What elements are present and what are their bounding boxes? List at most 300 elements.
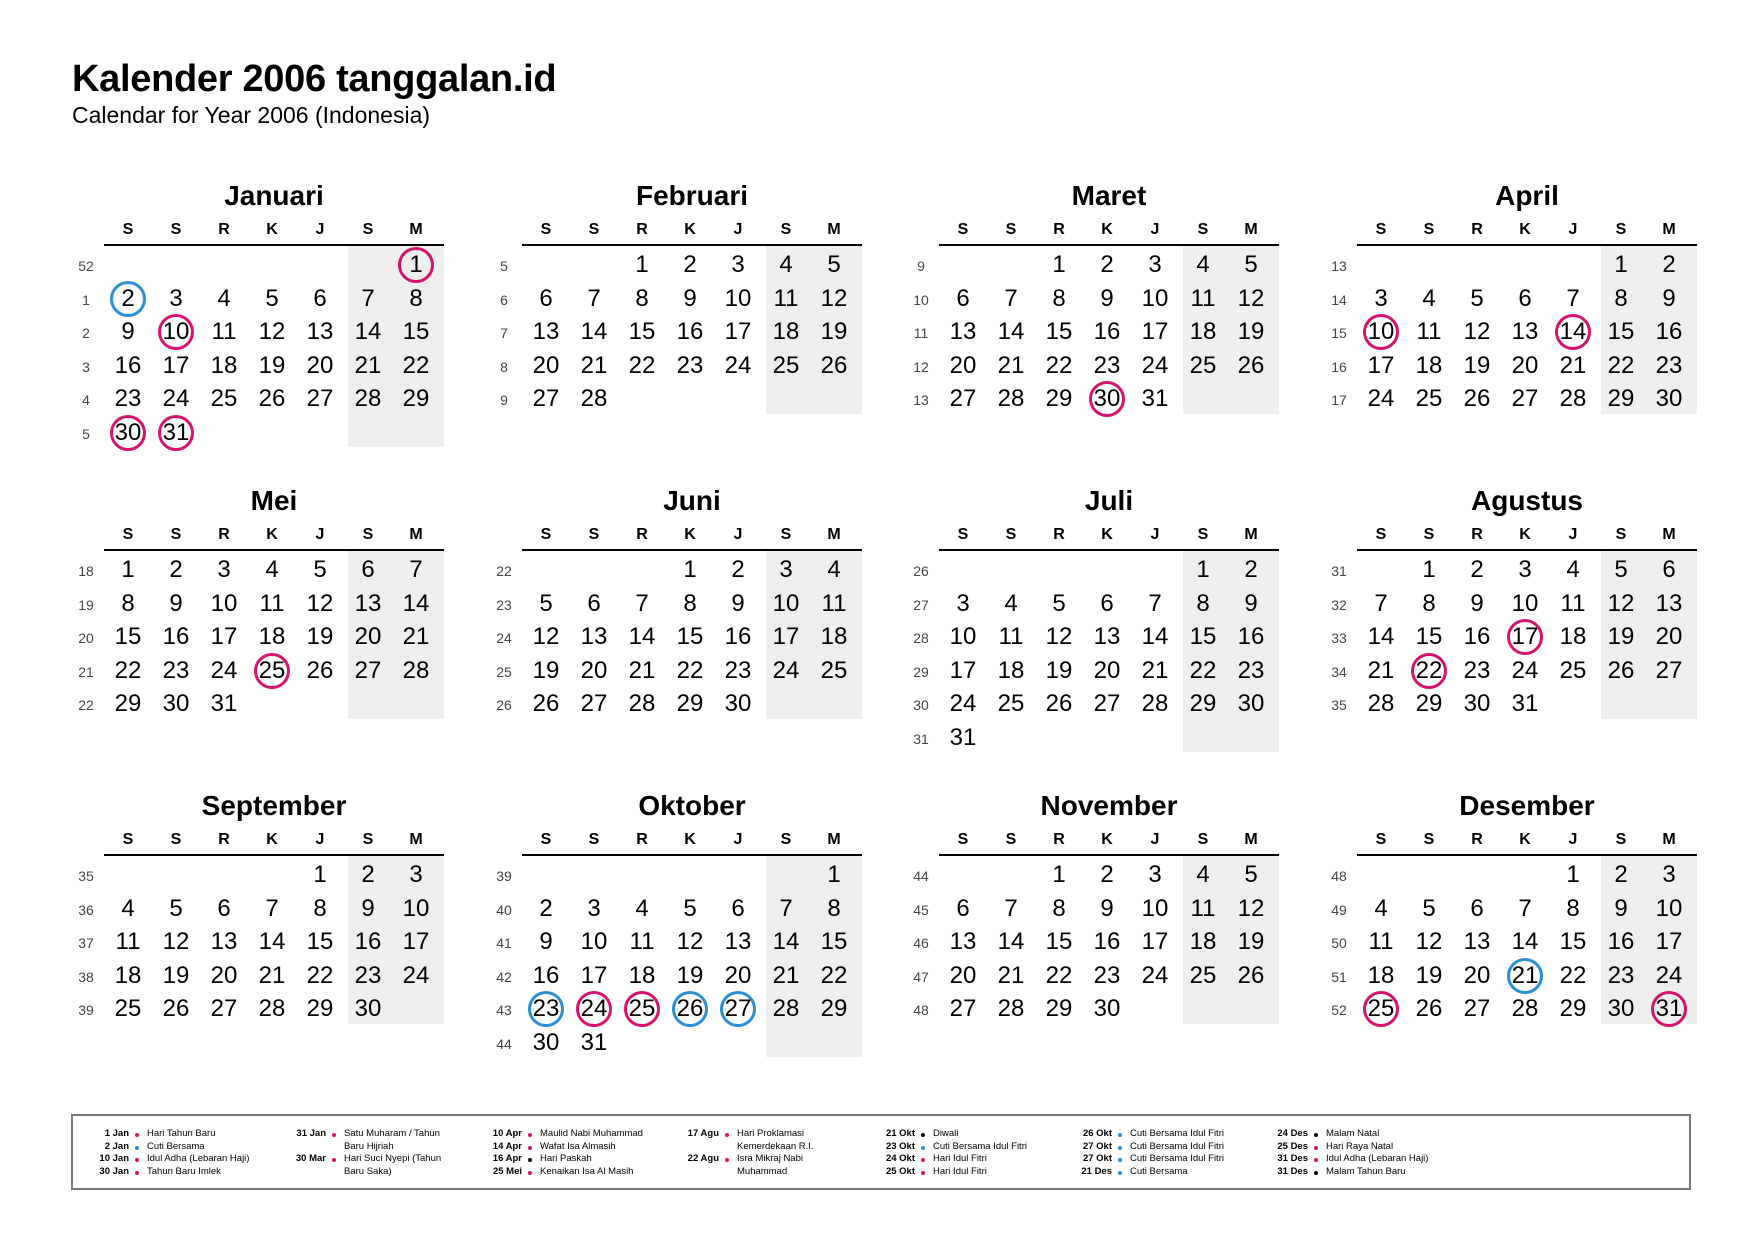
day-cell: 26 — [1607, 656, 1635, 684]
legend-date: 31 Des — [1277, 1165, 1308, 1177]
day-cell: 23 — [1655, 351, 1683, 379]
day-cell: 25 — [1189, 961, 1217, 989]
legend-name — [540, 1141, 662, 1154]
day-cell: 8 — [827, 894, 841, 922]
legend-name-line: Hari Idul Fitri — [933, 1165, 987, 1177]
day-cell: 20 — [1093, 656, 1121, 684]
day-header: S — [1423, 221, 1435, 238]
week-number: 44 — [496, 1035, 512, 1052]
day-cell: 19 — [162, 961, 190, 989]
day-cell: 29 — [1045, 385, 1073, 412]
day-cell: 12 — [820, 284, 848, 312]
day-header: J — [733, 526, 743, 543]
day-cell: 26 — [1415, 995, 1443, 1022]
day-header: S — [1375, 831, 1387, 848]
week-number: 18 — [78, 563, 94, 579]
day-cell: 28 — [580, 385, 608, 412]
day-cell: 21 — [354, 351, 382, 379]
day-cell: 6 — [313, 284, 327, 312]
legend-name-line: Maulid Nabi Muhammad — [540, 1128, 643, 1139]
day-cell: 30 — [114, 418, 142, 446]
leave-dot-icon — [1118, 1171, 1122, 1175]
leave-dot-icon — [1118, 1133, 1122, 1137]
day-cell: 26 — [532, 690, 560, 717]
legend-name — [1130, 1166, 1252, 1179]
day-header: S — [588, 221, 600, 238]
day-cell: 25 — [628, 995, 656, 1022]
day-cell: 21 — [997, 351, 1025, 379]
day-cell: 27 — [532, 385, 560, 412]
legend-name-line: Cuti Bersama Idul Fitri — [1130, 1153, 1224, 1164]
day-cell: 27 — [949, 995, 977, 1022]
week-number: 11 — [913, 325, 929, 341]
observance-dot-icon — [1314, 1171, 1318, 1175]
day-cell: 18 — [772, 318, 800, 345]
legend-date: 1 Jan — [104, 1128, 129, 1139]
day-header: M — [827, 221, 841, 238]
day-cell: 24 — [162, 385, 190, 412]
day-cell: 25 — [1367, 995, 1395, 1022]
day-cell: 24 — [1511, 656, 1539, 684]
legend-name-line: Baru Saka) — [344, 1165, 392, 1177]
week-number: 31 — [913, 730, 929, 747]
day-cell: 22 — [1559, 961, 1587, 989]
week-number: 16 — [1331, 358, 1347, 375]
day-cell: 17 — [1141, 928, 1169, 955]
day-cell: 27 — [354, 656, 382, 684]
day-header: R — [218, 831, 230, 848]
day-cell: 1 — [1566, 861, 1580, 888]
day-header: R — [218, 526, 230, 543]
day-header: S — [1423, 831, 1435, 848]
day-cell: 11 — [259, 589, 285, 617]
day-cell: 29 — [306, 995, 334, 1022]
week-number: 28 — [913, 630, 929, 646]
day-cell: 30 — [1237, 690, 1265, 717]
day-header: K — [1519, 221, 1531, 238]
day-cell: 27 — [1093, 690, 1121, 717]
legend-name-line: Cuti Bersama — [147, 1140, 205, 1152]
legend-name-line: Kenaikan Isa Al Masih — [540, 1165, 634, 1177]
legend-date: 27 Okt — [1082, 1140, 1112, 1152]
day-cell: 2 — [1100, 861, 1114, 888]
month-mei — [72, 485, 444, 775]
day-cell: 12 — [162, 928, 190, 955]
day-cell: 25 — [210, 385, 238, 412]
day-cell: 17 — [162, 351, 190, 379]
day-cell: 26 — [820, 351, 848, 379]
day-cell: 23 — [1607, 961, 1635, 989]
day-header: S — [540, 831, 552, 848]
day-header: S — [122, 831, 134, 848]
day-cell: 21 — [1511, 961, 1539, 989]
holiday-dot-icon — [921, 1158, 925, 1162]
day-cell: 28 — [1367, 690, 1395, 717]
day-cell: 19 — [1607, 623, 1635, 650]
month-desember — [1325, 790, 1697, 1080]
day-cell: 18 — [1415, 351, 1443, 379]
day-cell: 8 — [1614, 284, 1628, 312]
legend-date: 2 Jan — [104, 1140, 129, 1152]
day-cell: 22 — [306, 961, 334, 989]
day-header: K — [266, 831, 278, 848]
day-cell: 6 — [1470, 894, 1484, 922]
day-cell: 18 — [210, 351, 238, 379]
header-rule — [1357, 854, 1697, 856]
day-cell: 21 — [1559, 351, 1587, 379]
day-header: S — [780, 221, 792, 238]
day-header: M — [827, 831, 841, 848]
week-number: 39 — [496, 868, 512, 884]
day-cell: 16 — [1463, 623, 1491, 650]
day-header: S — [780, 831, 792, 848]
legend-date: 25 Mei — [492, 1165, 522, 1177]
day-header: S — [1197, 831, 1209, 848]
day-cell: 12 — [1237, 284, 1265, 312]
day-header: S — [957, 526, 969, 543]
day-cell: 13 — [1463, 928, 1491, 955]
day-cell: 28 — [628, 690, 656, 717]
day-cell: 26 — [1237, 351, 1265, 379]
day-cell: 24 — [580, 995, 608, 1022]
day-cell: 24 — [724, 351, 752, 379]
legend-name — [147, 1128, 269, 1141]
legend-date: 14 Apr — [492, 1140, 522, 1152]
day-cell: 23 — [724, 656, 752, 684]
day-cell: 16 — [354, 928, 382, 955]
holiday-dot-icon — [528, 1171, 532, 1175]
week-number: 48 — [1331, 868, 1347, 884]
day-cell: 22 — [1189, 656, 1217, 684]
day-cell: 24 — [210, 656, 238, 684]
day-cell: 22 — [676, 656, 704, 684]
week-number: 38 — [78, 968, 94, 985]
day-cell: 7 — [1004, 894, 1018, 922]
day-cell: 1 — [683, 556, 697, 583]
day-cell: 5 — [1614, 556, 1628, 583]
header-rule — [1357, 244, 1697, 246]
day-header: S — [1615, 831, 1627, 848]
week-number: 4 — [82, 392, 90, 408]
holiday-dot-icon — [332, 1158, 336, 1162]
day-cell: 25 — [772, 351, 800, 379]
day-cell: 27 — [580, 690, 608, 717]
week-number: 47 — [913, 968, 929, 985]
header-rule — [1357, 549, 1697, 551]
month-name: April — [1495, 180, 1559, 211]
day-header: M — [1662, 831, 1676, 848]
month-name: Desember — [1459, 790, 1595, 821]
day-cell: 16 — [724, 623, 752, 650]
legend-name — [1326, 1141, 1448, 1154]
day-cell: 29 — [820, 995, 848, 1022]
legend-name-line: Wafat Isa Almasih — [540, 1140, 616, 1152]
day-cell: 9 — [1470, 589, 1484, 617]
day-cell: 14 — [354, 318, 382, 345]
day-header: S — [122, 526, 134, 543]
week-number: 21 — [78, 663, 94, 680]
legend-name — [737, 1153, 859, 1178]
day-cell: 11 — [1560, 589, 1586, 617]
week-number: 6 — [500, 291, 508, 308]
day-cell: 5 — [683, 894, 697, 922]
day-cell: 4 — [1422, 284, 1436, 312]
legend-name-line: Hari Idul Fitri — [933, 1153, 987, 1164]
day-cell: 22 — [1415, 656, 1443, 684]
legend-date: 10 Apr — [492, 1128, 522, 1139]
leave-dot-icon — [135, 1146, 139, 1150]
day-cell: 6 — [361, 556, 375, 583]
day-cell: 21 — [628, 656, 656, 684]
day-cell: 3 — [779, 556, 793, 583]
day-cell: 14 — [580, 318, 608, 345]
legend-date: 16 Apr — [492, 1153, 522, 1164]
day-cell: 9 — [539, 928, 553, 955]
legend-name — [147, 1141, 269, 1154]
day-cell: 16 — [1093, 318, 1121, 345]
legend-name — [1326, 1166, 1448, 1179]
holiday-legend — [71, 1114, 1691, 1190]
day-cell: 11 — [821, 589, 847, 617]
day-cell: 17 — [1141, 318, 1169, 345]
day-header: S — [170, 221, 182, 238]
day-header: K — [1519, 526, 1531, 543]
day-cell: 26 — [676, 995, 704, 1022]
day-header: S — [540, 526, 552, 543]
week-number: 43 — [496, 1002, 512, 1018]
day-cell: 31 — [162, 418, 190, 446]
day-cell: 26 — [306, 656, 334, 684]
legend-date: 27 Okt — [1082, 1153, 1112, 1164]
day-cell: 18 — [997, 656, 1025, 684]
day-cell: 30 — [724, 690, 752, 717]
day-cell: 13 — [306, 318, 334, 345]
day-cell: 18 — [1189, 928, 1217, 955]
day-cell: 14 — [997, 928, 1025, 955]
week-number: 22 — [78, 697, 94, 713]
day-cell: 2 — [121, 284, 135, 312]
day-cell: 7 — [409, 556, 423, 583]
page-title: Kalender 2006 tanggalan.id — [72, 58, 557, 100]
day-header: S — [362, 831, 374, 848]
legend-name-line: Tahun Baru Imlek — [147, 1165, 221, 1177]
day-header: R — [1471, 526, 1483, 543]
holiday-dot-icon — [135, 1158, 139, 1162]
day-cell: 20 — [354, 623, 382, 650]
day-cell: 20 — [724, 961, 752, 989]
day-cell: 12 — [532, 623, 560, 650]
day-header: K — [1519, 831, 1531, 848]
day-cell: 27 — [1511, 385, 1539, 412]
month-juni — [490, 485, 862, 775]
day-cell: 4 — [1004, 589, 1018, 617]
legend-name-line: Idul Adha (Lebaran Haji) — [1326, 1153, 1429, 1164]
day-header: J — [315, 221, 325, 238]
day-header: J — [733, 221, 743, 238]
day-header: M — [827, 526, 841, 543]
day-cell: 18 — [628, 961, 656, 989]
week-number: 3 — [82, 358, 90, 375]
month-name: Mei — [250, 485, 298, 516]
day-cell: 27 — [949, 385, 977, 412]
day-cell: 15 — [1415, 623, 1443, 650]
day-cell: 3 — [217, 556, 231, 583]
day-cell: 10 — [162, 318, 190, 345]
day-cell: 14 — [1367, 623, 1395, 650]
day-cell: 13 — [1511, 318, 1539, 345]
legend-name — [1326, 1128, 1448, 1141]
day-cell: 12 — [1237, 894, 1265, 922]
day-cell: 19 — [1045, 656, 1073, 684]
day-cell: 23 — [162, 656, 190, 684]
day-cell: 5 — [1244, 861, 1258, 888]
legend-date: 22 Agu — [687, 1153, 719, 1164]
week-number: 9 — [500, 392, 508, 408]
day-header: R — [1053, 221, 1065, 238]
leave-dot-icon — [1118, 1158, 1122, 1162]
day-cell: 8 — [1196, 589, 1210, 617]
day-cell: 2 — [169, 556, 183, 583]
day-header: S — [780, 526, 792, 543]
day-header: R — [218, 221, 230, 238]
day-cell: 26 — [1045, 690, 1073, 717]
day-cell: 11 — [1368, 928, 1394, 955]
day-header: J — [1150, 526, 1160, 543]
day-cell: 7 — [587, 284, 601, 312]
day-cell: 23 — [532, 995, 560, 1022]
day-cell: 15 — [820, 928, 848, 955]
day-cell: 14 — [258, 928, 286, 955]
day-cell: 12 — [1415, 928, 1443, 955]
month-name: September — [201, 790, 347, 821]
day-cell: 30 — [1655, 385, 1683, 412]
day-cell: 7 — [1148, 589, 1162, 617]
week-number: 45 — [913, 901, 929, 918]
day-cell: 2 — [1662, 251, 1676, 278]
day-header: J — [1150, 831, 1160, 848]
day-header: K — [266, 221, 278, 238]
legend-date: 26 Okt — [1082, 1128, 1112, 1139]
week-number: 22 — [496, 563, 512, 579]
day-cell: 18 — [114, 961, 142, 989]
day-cell: 29 — [402, 385, 430, 412]
day-cell: 19 — [532, 656, 560, 684]
day-cell: 2 — [1470, 556, 1484, 583]
day-cell: 2 — [1244, 556, 1258, 583]
day-header: R — [636, 831, 648, 848]
week-number: 48 — [913, 1002, 929, 1018]
day-cell: 12 — [1607, 589, 1635, 617]
day-cell: 22 — [1045, 351, 1073, 379]
day-cell: 23 — [1237, 656, 1265, 684]
day-cell: 24 — [1367, 385, 1395, 412]
day-cell: 15 — [1189, 623, 1217, 650]
day-header: M — [1244, 221, 1258, 238]
day-cell: 8 — [409, 284, 423, 312]
day-header: J — [733, 831, 743, 848]
day-header: S — [1005, 221, 1017, 238]
legend-name — [344, 1128, 466, 1153]
day-cell: 19 — [820, 318, 848, 345]
legend-name-line: Hari Paskah — [540, 1153, 592, 1164]
legend-date: 21 Des — [1081, 1165, 1112, 1177]
legend-name-line: Hari Suci Nyepi (Tahun — [344, 1153, 442, 1164]
holiday-dot-icon — [921, 1171, 925, 1175]
day-cell: 18 — [1189, 318, 1217, 345]
legend-name-line: Cuti Bersama Idul Fitri — [1130, 1128, 1224, 1139]
day-cell: 25 — [258, 656, 286, 684]
week-number: 15 — [1331, 325, 1347, 341]
day-cell: 24 — [1141, 351, 1169, 379]
holiday-dot-icon — [528, 1146, 532, 1150]
week-number: 42 — [496, 968, 512, 985]
week-number: 39 — [78, 1002, 94, 1018]
day-header: S — [1615, 221, 1627, 238]
day-header: M — [1662, 526, 1676, 543]
day-cell: 29 — [1607, 385, 1635, 412]
day-cell: 6 — [956, 284, 970, 312]
day-header: R — [1471, 831, 1483, 848]
day-header: S — [1197, 526, 1209, 543]
week-number: 29 — [913, 663, 929, 680]
day-cell: 23 — [1093, 961, 1121, 989]
legend-name-line: Satu Muharam / Tahun — [344, 1128, 440, 1139]
day-cell: 31 — [1141, 385, 1169, 412]
legend-name-line: Cuti Bersama Idul Fitri — [1130, 1140, 1224, 1152]
day-cell: 9 — [121, 318, 135, 345]
day-cell: 6 — [1518, 284, 1532, 312]
month-name: Maret — [1071, 180, 1147, 211]
day-cell: 22 — [1607, 351, 1635, 379]
day-cell: 2 — [731, 556, 745, 583]
day-cell: 5 — [313, 556, 327, 583]
day-cell: 27 — [306, 385, 334, 412]
day-cell: 31 — [1511, 690, 1539, 717]
day-cell: 7 — [1518, 894, 1532, 922]
observance-dot-icon — [921, 1133, 925, 1137]
week-number: 33 — [1331, 630, 1347, 646]
legend-name — [147, 1153, 269, 1166]
day-cell: 9 — [683, 284, 697, 312]
day-cell: 8 — [1422, 589, 1436, 617]
day-cell: 28 — [1511, 995, 1539, 1022]
day-cell: 29 — [1559, 995, 1587, 1022]
holiday-dot-icon — [528, 1133, 532, 1137]
week-number: 32 — [1331, 596, 1347, 613]
legend-name-line: Cuti Bersama Idul Fitri — [933, 1140, 1027, 1152]
day-cell: 1 — [1052, 861, 1066, 888]
week-number: 7 — [500, 325, 508, 341]
day-cell: 4 — [217, 284, 231, 312]
day-cell: 2 — [539, 894, 553, 922]
day-cell: 20 — [580, 656, 608, 684]
day-cell: 11 — [115, 928, 141, 955]
legend-date: 24 Okt — [885, 1153, 915, 1164]
day-cell: 9 — [1614, 894, 1628, 922]
day-cell: 5 — [539, 589, 553, 617]
day-cell: 18 — [1367, 961, 1395, 989]
day-cell: 3 — [956, 589, 970, 617]
day-cell: 17 — [772, 623, 800, 650]
legend-name-line: Hari Tahun Baru — [147, 1128, 216, 1139]
day-cell: 10 — [1141, 894, 1169, 922]
week-number: 40 — [496, 901, 512, 918]
day-cell: 29 — [1415, 690, 1443, 717]
holiday-dot-icon — [725, 1158, 729, 1162]
leave-dot-icon — [921, 1146, 925, 1150]
day-cell: 16 — [114, 351, 142, 379]
week-number: 52 — [78, 258, 94, 274]
